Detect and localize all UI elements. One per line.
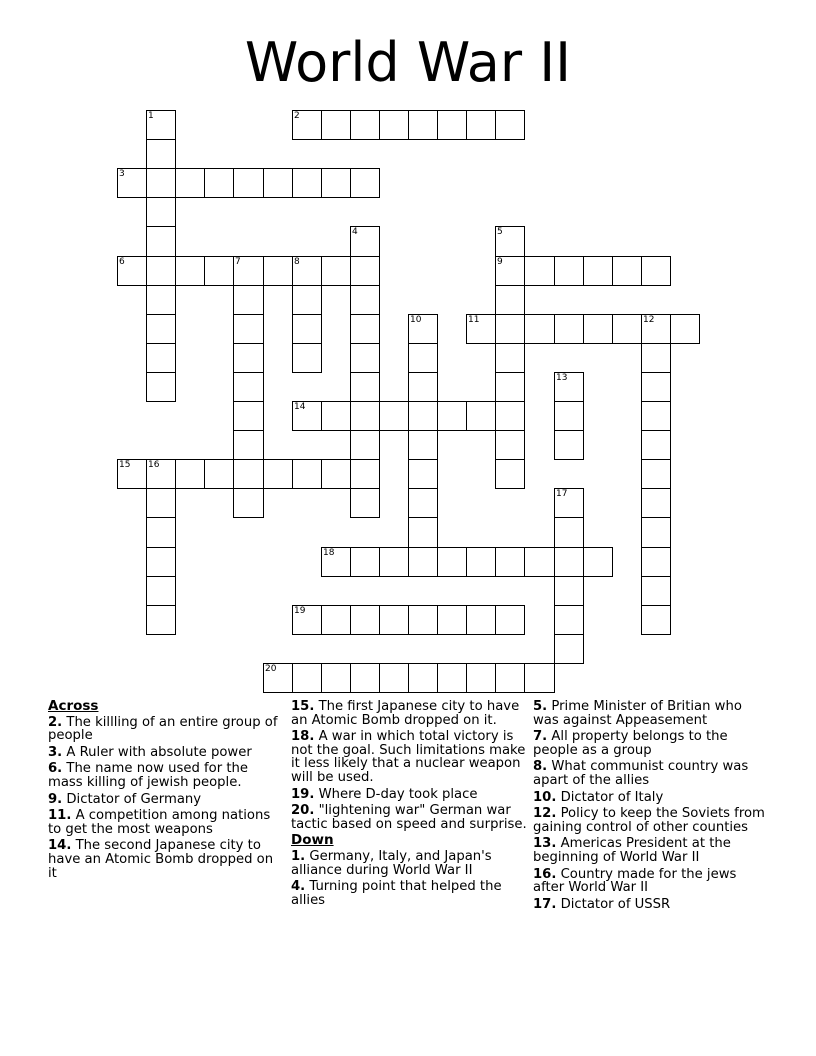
- clue-number: 13.: [533, 836, 557, 852]
- grid-cell[interactable]: [233, 430, 264, 460]
- clue-number: 19.: [291, 786, 315, 802]
- grid-cell[interactable]: [146, 197, 176, 227]
- grid-cell[interactable]: [495, 605, 525, 635]
- grid-cell[interactable]: [495, 547, 525, 577]
- grid-cell[interactable]: [408, 110, 438, 140]
- clue-across-11: [48, 809, 284, 836]
- clue-number-label: 16: [148, 460, 160, 470]
- page-title: World War II: [244, 31, 572, 94]
- grid-cell[interactable]: [350, 256, 380, 286]
- clue-number-label: 20: [265, 664, 277, 674]
- grid-cell[interactable]: [408, 488, 438, 518]
- clue-text: The second Japanese city to have an Atomic Bomb dropped on it: [48, 838, 274, 881]
- clue-down-12: [533, 807, 769, 834]
- grid-cell[interactable]: [204, 256, 234, 286]
- grid-cell[interactable]: [146, 285, 176, 315]
- clue-number-label: 10: [410, 315, 422, 325]
- grid-cell[interactable]: [408, 459, 438, 489]
- grid-cell[interactable]: [321, 168, 351, 198]
- grid-cell[interactable]: [554, 576, 584, 606]
- clue-number-label: 7: [235, 257, 241, 267]
- across-heading: Across: [48, 698, 99, 714]
- grid-cell[interactable]: [146, 517, 176, 548]
- clue-down-1: [291, 850, 527, 877]
- grid-cell[interactable]: [379, 605, 409, 635]
- clue-number: 3.: [48, 744, 63, 760]
- grid-cell[interactable]: [146, 605, 176, 635]
- grid-cell[interactable]: [583, 256, 613, 286]
- clue-down-10: [533, 791, 769, 805]
- clue-column-3: [533, 700, 769, 914]
- grid-cell[interactable]: [146, 343, 176, 373]
- grid-cell[interactable]: [350, 401, 380, 431]
- grid-cell[interactable]: [146, 314, 176, 344]
- grid-cell[interactable]: [233, 459, 264, 489]
- clue-number-label: 17: [556, 489, 568, 499]
- grid-cell[interactable]: [554, 605, 584, 635]
- clue-number: 17.: [533, 896, 557, 912]
- grid-cell[interactable]: [641, 547, 671, 577]
- grid-cell[interactable]: [233, 343, 264, 373]
- clue-number-label: 19: [294, 606, 306, 616]
- clue-text: Dictator of Italy: [560, 789, 664, 805]
- grid-cell[interactable]: [466, 401, 496, 431]
- grid-cell[interactable]: [524, 314, 555, 344]
- grid-cell[interactable]: [495, 285, 525, 315]
- clue-number-label: 11: [468, 315, 480, 325]
- grid-cell[interactable]: [233, 285, 264, 315]
- clue-text: Dictator of Germany: [66, 791, 202, 807]
- clue-text: Country made for the jews after World War II: [533, 866, 737, 896]
- clue-text: "lightening war" German war tactic based on speed and surprise.: [291, 803, 527, 832]
- clue-text: A Ruler with absolute power: [66, 744, 252, 760]
- grid-cell[interactable]: [350, 605, 380, 635]
- grid-cell[interactable]: [612, 256, 642, 286]
- grid-cell[interactable]: [408, 401, 438, 431]
- grid-cell[interactable]: [350, 488, 380, 518]
- clue-number-label: 4: [352, 227, 358, 237]
- clue-across-19: [291, 788, 527, 802]
- grid-cell[interactable]: [175, 168, 205, 198]
- grid-cell[interactable]: [321, 401, 351, 431]
- clue-number: 2.: [48, 714, 63, 730]
- grid-cell[interactable]: [524, 663, 555, 693]
- grid-cell[interactable]: [175, 256, 205, 286]
- clue-number: 15.: [291, 699, 315, 714]
- clue-number: 9.: [48, 791, 63, 807]
- clue-text: Dictator of USSR: [560, 896, 671, 912]
- clue-number-label: 3: [119, 169, 125, 179]
- grid-cell[interactable]: [524, 256, 555, 286]
- clue-number-label: 18: [323, 548, 335, 558]
- grid-cell[interactable]: [350, 430, 380, 460]
- clue-text: What communist country was apart of the allies: [533, 759, 749, 788]
- clue-text: Policy to keep the Soviets from gaining control of other counties: [533, 806, 765, 835]
- grid-cell[interactable]: [554, 517, 584, 548]
- grid-cell[interactable]: [437, 110, 467, 140]
- clue-column-2: [291, 700, 527, 910]
- clue-text: Turning point that helped the allies: [291, 879, 502, 908]
- clue-across-14: [48, 839, 284, 880]
- grid-cell[interactable]: [408, 605, 438, 635]
- grid-cell[interactable]: [146, 488, 176, 518]
- grid-cell[interactable]: [641, 256, 671, 286]
- clue-down-8: [533, 760, 769, 787]
- grid-cell[interactable]: [321, 110, 351, 140]
- grid-cell[interactable]: [350, 314, 380, 344]
- grid-cell[interactable]: [554, 430, 584, 460]
- grid-cell[interactable]: [437, 547, 467, 577]
- grid-cell[interactable]: [321, 605, 351, 635]
- clue-across-18: [291, 730, 527, 784]
- grid-cell[interactable]: [146, 256, 176, 286]
- clue-number: 4.: [291, 879, 306, 895]
- grid-cell[interactable]: [408, 663, 438, 693]
- grid-cell[interactable]: [204, 168, 234, 198]
- grid-cell[interactable]: [204, 459, 234, 489]
- grid-cell[interactable]: [292, 663, 322, 693]
- clue-number-label: 5: [497, 227, 503, 237]
- grid-cell[interactable]: [379, 547, 409, 577]
- grid-cell[interactable]: [554, 401, 584, 431]
- grid-cell[interactable]: [146, 168, 176, 198]
- grid-cell[interactable]: [641, 372, 671, 402]
- grid-cell[interactable]: [321, 663, 351, 693]
- grid-cell[interactable]: [233, 401, 264, 431]
- grid-cell[interactable]: [554, 547, 584, 577]
- grid-cell[interactable]: [292, 343, 322, 373]
- grid-cell[interactable]: [495, 430, 525, 460]
- clue-text: Where D-day took place: [318, 786, 478, 802]
- clue-number-label: 12: [643, 315, 655, 325]
- grid-cell[interactable]: [379, 401, 409, 431]
- grid-cell[interactable]: [146, 576, 176, 606]
- grid-cell[interactable]: [495, 401, 525, 431]
- grid-cell[interactable]: [641, 576, 671, 606]
- grid-cell[interactable]: [292, 314, 322, 344]
- grid-cell[interactable]: [641, 517, 671, 548]
- clue-down-17: [533, 898, 769, 912]
- clue-number-label: 1: [148, 111, 154, 121]
- grid-cell[interactable]: [408, 547, 438, 577]
- clue-number: 11.: [48, 808, 72, 824]
- clue-number: 6.: [48, 761, 63, 777]
- grid-cell[interactable]: [146, 226, 176, 257]
- down-heading: Down: [291, 832, 334, 849]
- clue-text: Germany, Italy, and Japan's alliance during World War II: [291, 848, 492, 878]
- grid-cell[interactable]: [350, 372, 380, 402]
- grid-cell[interactable]: [146, 139, 176, 169]
- grid-cell[interactable]: [321, 256, 351, 286]
- clue-number-label: 14: [294, 402, 306, 412]
- grid-cell[interactable]: [641, 605, 671, 635]
- clue-across-2: [48, 716, 284, 743]
- clue-number: 18.: [291, 729, 315, 745]
- clue-column-1: [48, 700, 284, 883]
- clue-text: Americas President at the beginning of World War II: [533, 836, 731, 865]
- clue-number: 8.: [533, 759, 548, 775]
- grid-cell[interactable]: [466, 547, 496, 577]
- grid-cell[interactable]: [408, 372, 438, 402]
- grid-cell[interactable]: [641, 343, 671, 373]
- clue-across-6: [48, 762, 284, 789]
- grid-cell[interactable]: [408, 517, 438, 548]
- grid-cell[interactable]: [379, 663, 409, 693]
- grid-cell[interactable]: [437, 401, 467, 431]
- grid-cell[interactable]: [641, 430, 671, 460]
- clue-number: 1.: [291, 848, 306, 864]
- grid-cell[interactable]: [466, 605, 496, 635]
- clue-number-label: 8: [294, 257, 300, 267]
- clue-across-9: [48, 793, 284, 807]
- grid-cell[interactable]: [350, 343, 380, 373]
- grid-cell[interactable]: [321, 459, 351, 489]
- clue-text: A competition among nations to get the most weapons: [48, 808, 271, 837]
- grid-cell[interactable]: [379, 110, 409, 140]
- clue-across-3: [48, 746, 284, 760]
- grid-cell[interactable]: [495, 110, 525, 140]
- grid-cell[interactable]: [350, 110, 380, 140]
- clue-text: The killling of an entire group of people: [48, 714, 278, 744]
- grid-cell[interactable]: [292, 285, 322, 315]
- grid-cell[interactable]: [233, 314, 264, 344]
- grid-cell[interactable]: [641, 488, 671, 518]
- clue-number-label: 15: [119, 460, 131, 470]
- grid-cell[interactable]: [641, 459, 671, 489]
- clue-down-13: [533, 837, 769, 864]
- grid-cell[interactable]: [146, 547, 176, 577]
- grid-cell[interactable]: [350, 459, 380, 489]
- clue-text: All property belongs to the people as a group: [533, 729, 728, 758]
- grid-cell[interactable]: [554, 314, 584, 344]
- grid-cell[interactable]: [466, 110, 496, 140]
- clue-text: Prime Minister of Britian who was against Appeasement: [533, 699, 742, 728]
- grid-cell[interactable]: [554, 634, 584, 664]
- grid-cell[interactable]: [495, 314, 525, 344]
- clue-number: 10.: [533, 789, 557, 805]
- grid-cell[interactable]: [670, 314, 700, 344]
- grid-cell[interactable]: [146, 372, 176, 402]
- clue-across-20: [291, 804, 527, 831]
- grid-cell[interactable]: [554, 256, 584, 286]
- clue-text: A war in which total victory is not the goal. Such limitations make it less likely that a nuclear weapon will be used.: [291, 729, 526, 785]
- grid-cell[interactable]: [350, 285, 380, 315]
- grid-cell[interactable]: [437, 605, 467, 635]
- clue-number: 16.: [533, 866, 557, 882]
- grid-cell[interactable]: [292, 459, 322, 489]
- grid-cell[interactable]: [263, 168, 293, 198]
- grid-cell[interactable]: [408, 343, 438, 373]
- grid-cell[interactable]: [495, 343, 525, 373]
- clue-number: 7.: [533, 729, 548, 745]
- grid-cell[interactable]: [524, 547, 555, 577]
- clue-number-label: 9: [497, 257, 503, 267]
- clue-text: The first Japanese city to have an Atomic Bomb dropped on it.: [291, 699, 520, 728]
- grid-cell[interactable]: [495, 459, 525, 489]
- grid-cell[interactable]: [495, 663, 525, 693]
- grid-cell[interactable]: [233, 372, 264, 402]
- grid-cell[interactable]: [495, 372, 525, 402]
- grid-cell[interactable]: [263, 459, 293, 489]
- clue-across-15: [291, 700, 527, 727]
- grid-cell[interactable]: [408, 430, 438, 460]
- clue-down-5: [533, 700, 769, 727]
- clue-number: 12.: [533, 806, 557, 822]
- clue-number: 14.: [48, 838, 72, 854]
- clue-number-label: 13: [556, 373, 568, 383]
- grid-cell[interactable]: [350, 547, 380, 577]
- grid-cell[interactable]: [175, 459, 205, 489]
- clue-down-4: [291, 880, 527, 907]
- grid-cell[interactable]: [466, 663, 496, 693]
- clue-down-7: [533, 730, 769, 757]
- grid-cell[interactable]: [583, 314, 613, 344]
- clue-text: The name now used for the mass killing of jewish people.: [48, 761, 248, 790]
- clue-number: 20.: [291, 803, 315, 819]
- clue-number-label: 2: [294, 111, 300, 121]
- clue-down-16: [533, 868, 769, 895]
- clue-number: 5.: [533, 699, 548, 714]
- grid-cell[interactable]: [233, 168, 264, 198]
- grid-cell[interactable]: [233, 488, 264, 518]
- grid-cell[interactable]: [292, 168, 322, 198]
- grid-cell[interactable]: [583, 547, 613, 577]
- grid-cell[interactable]: [350, 168, 380, 198]
- grid-cell[interactable]: [350, 663, 380, 693]
- clue-number-label: 6: [119, 257, 125, 267]
- grid-cell[interactable]: [263, 256, 293, 286]
- grid-cell[interactable]: [437, 663, 467, 693]
- grid-cell[interactable]: [612, 314, 642, 344]
- grid-cell[interactable]: [641, 401, 671, 431]
